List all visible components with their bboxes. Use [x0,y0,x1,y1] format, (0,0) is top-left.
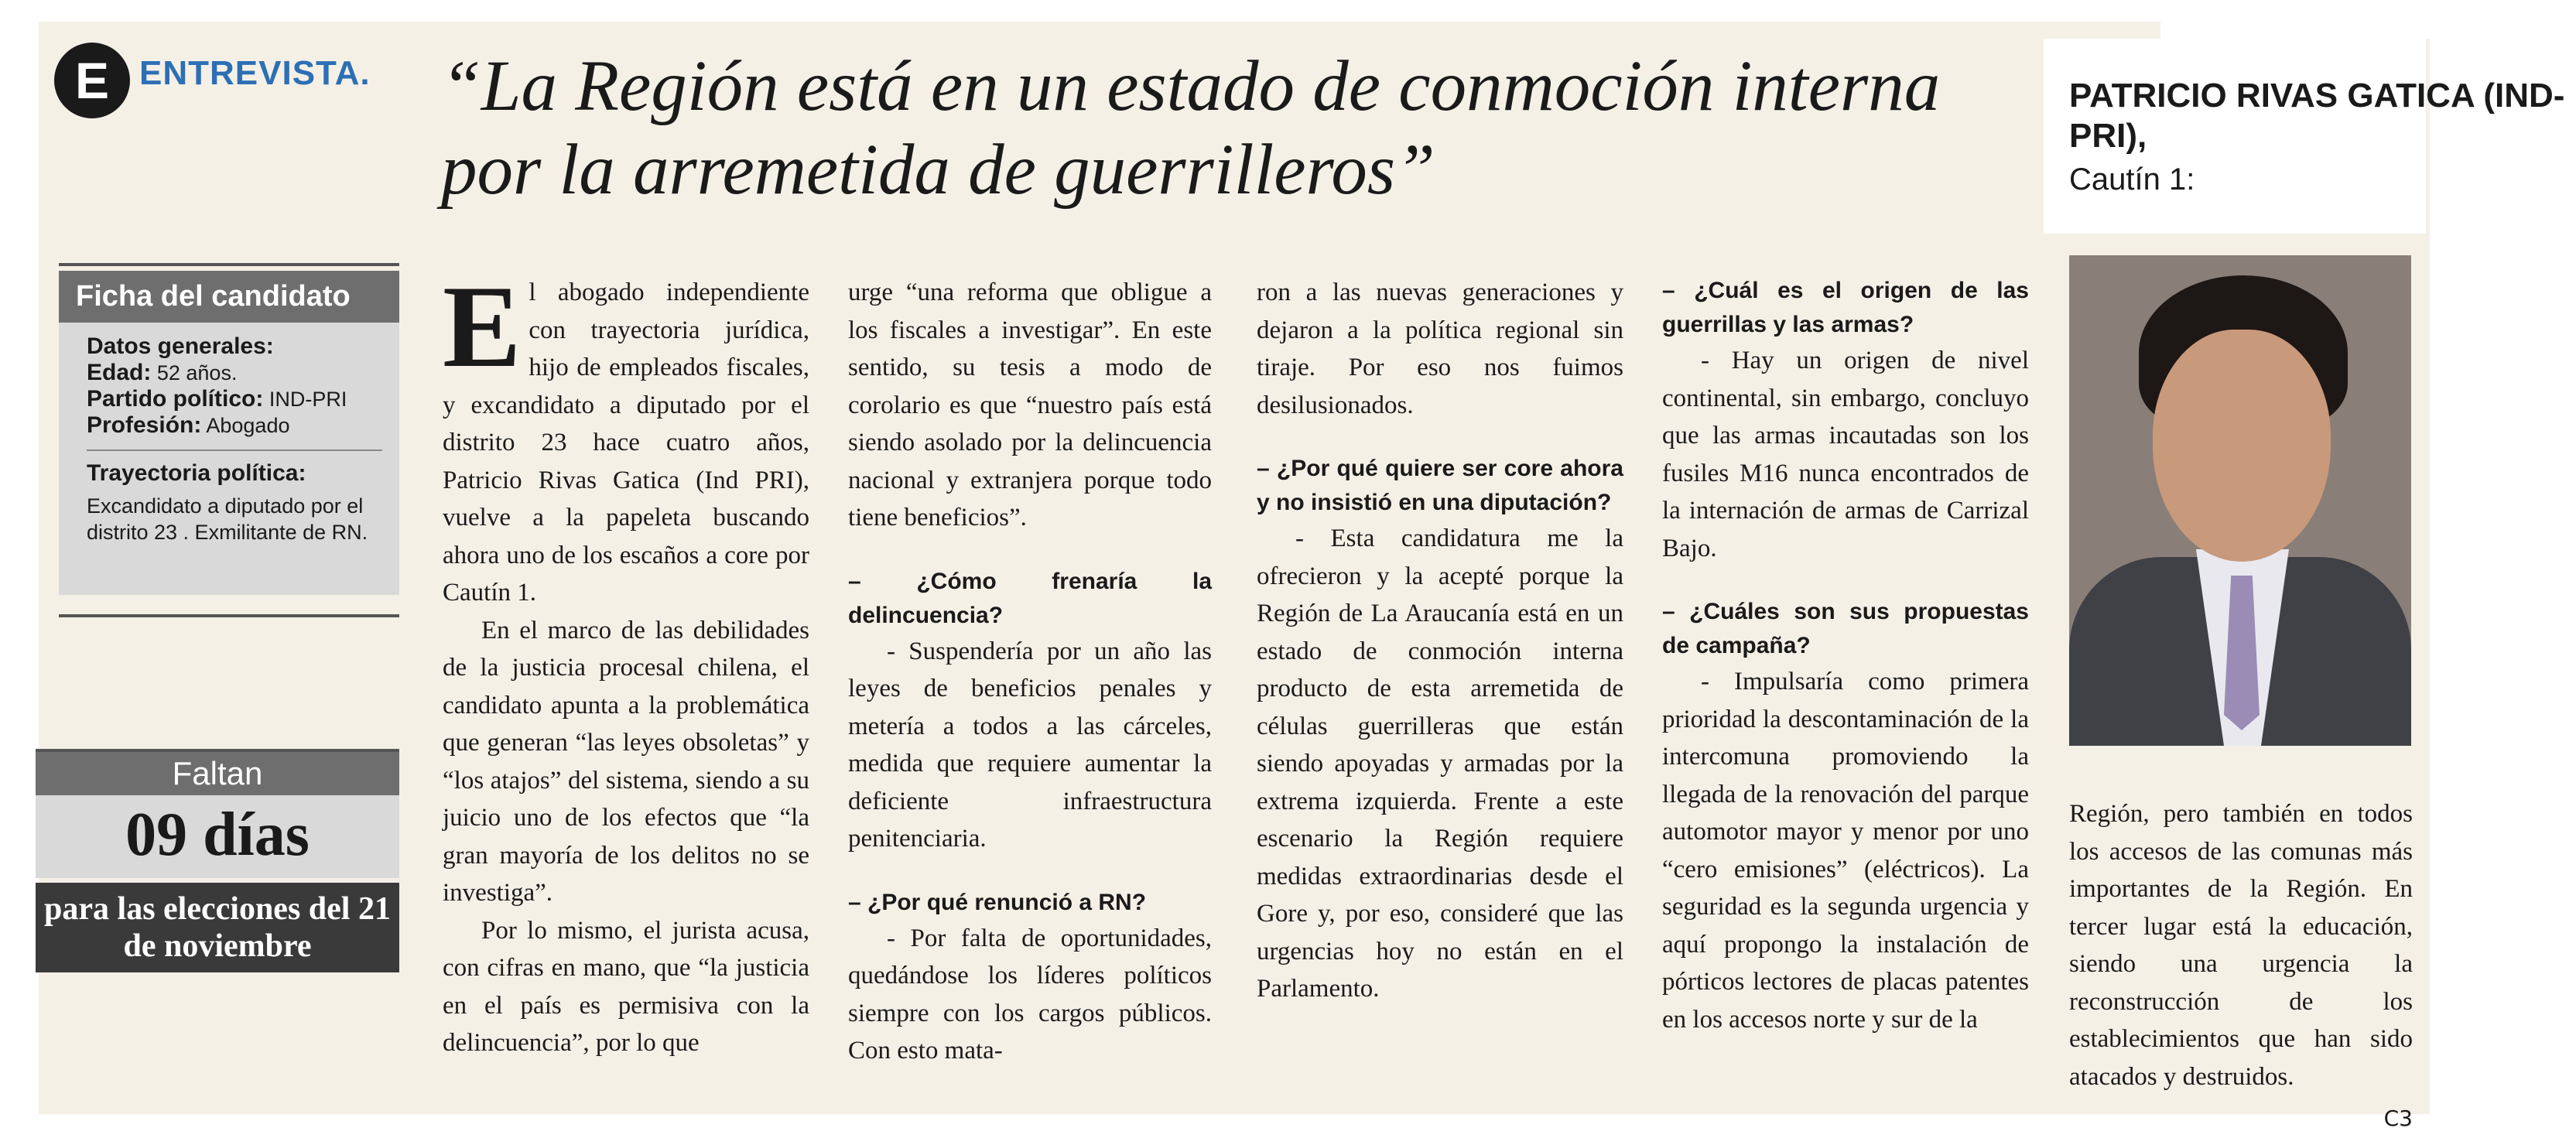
factsheet-divider [87,449,382,451]
paragraph: ron a las nuevas generaciones y dejaron a la política regional sin tiraje. Por eso nos fuimos desilusionados. [1257,279,1623,419]
general-label: Datos generales: [87,333,274,359]
countdown-days: 09 días [36,795,399,878]
age-label: Edad: [87,360,152,385]
answer: - Hay un origen de nivel continental, sin embargo, concluyo que las armas incautadas son los fusiles M16 nunca encontrados de la internación de armas de Carrizal Bajo. [1662,347,2029,562]
party-value: IND-PRI [269,388,347,411]
section-label: ENTREVISTA. [139,54,371,92]
paragraph: urge “una reforma que obligue a los fiscales a investigar”. En este sentido, su tesis a modo de corolario es que “nuestro país está siendo asolado por la delincuencia nacional y extranjera porque todo tiene beneficios”. [848,279,1212,531]
countdown-caption: para las elecciones del 21 de noviembre [36,883,399,972]
candidate-district: Cautín 1: [2069,162,2195,197]
end-mark-icon: C3 [2383,1106,2413,1131]
profession-value: Abogado [206,414,290,437]
election-countdown [36,749,399,972]
candidate-name: PATRICIO RIVAS GATICA (IND-PRI), [2069,77,2565,155]
profession-label: Profesión: [87,412,202,438]
trajectory-label: Trayectoria política: [87,460,306,486]
factsheet-title: Ficha del candidato [59,271,399,323]
paragraph: En el marco de las debilidades de la justicia procesal chilena, el candidato apunta a la problemática que generan “las leyes obsoletas” y “los atajos” del sistema, siendo a su juicio uno de los efectos que “la gran mayoría de los delitos no se investiga”. [443,616,809,907]
question: – ¿Cuál es el origen de las guerrillas y las armas? [1662,278,2029,337]
article-column-4 [1662,274,2029,1038]
age-value: 52 años. [156,361,238,384]
paragraph: Por lo mismo, el jurista acusa, con cifras en mano, que “la justicia en el país es permisiva con la delincuencia”, por lo que [443,916,809,1057]
answer: - Por falta de oportunidades, quedándose los líderes políticos siempre con los cargos públicos. Con esto mata- [848,924,1212,1065]
article-column-2 [848,274,1212,1070]
countdown-label: Faltan [36,749,399,795]
candidate-photo [2069,255,2411,746]
factsheet-body [59,323,399,595]
photo-face [2153,330,2331,562]
article-column-3 [1257,274,1623,1008]
drop-cap: E [443,261,522,391]
headline: “La Región está en un estado de conmoción interna por la arremetida de guerrilleros” [441,46,1941,210]
party-label: Partido político: [87,386,264,412]
answer: - Impulsaría como primera prioridad la descontaminación de la intercomuna promoviendo la llegada de la renovación del parque automotor mayor y menor por uno “cero emisiones” (eléctricos). La seguridad es la segunda urgencia y aquí propongo la instalación de pórticos lectores de placas patentes en los accesos norte y sur de la [1662,668,2029,1034]
article-column-5 [2069,795,2413,1138]
question: – ¿Por qué quiere ser core ahora y no insistió en una diputación? [1257,456,1623,515]
trajectory-value: Excandidato a diputado por el distrito 23 . Exmilitante de RN. [87,494,368,544]
question: – ¿Cómo frenaría la delincuencia? [848,568,1212,628]
section-badge: E [54,43,130,118]
paragraph: l abogado independiente con trayectoria jurídica, hijo de empleados fiscales, y excandidato a diputado por el distrito 23 hace cuatro años, Patricio Rivas Gatica (Ind PRI), vuelve a la papeleta buscando ahora uno de los escaños a core por Cautín 1. [443,279,809,607]
answer: - Suspendería por un año las leyes de beneficios penales y metería a todos a las cárceles, medida que requiere aumentar la deficiente infraestructura penitenciaria. [848,637,1212,853]
question: – ¿Cuáles son sus propuestas de campaña? [1662,599,2029,658]
candidate-factsheet [59,263,399,617]
answer: - Esta candidatura me la ofrecieron y la acepté porque la Región de La Araucanía está en un estado de conmoción interna producto de esta arremetida de células guerrilleras que están siendo apoyadas y armadas por la extrema izquierda. Frente a este escenario la Región requiere medidas extraordinarias desde el Gore y, por eso, consideré que las urgencias hoy no están en el Parlamento. [1257,525,1623,1003]
article-column-1 [443,261,809,1062]
paragraph: Región, pero también en todos los accesos de las comunas más importantes de la Región. En tercer lugar está la educación, siendo una urgencia la reconstrucción de los establecimientos que han sido atacados y destruidos. [2069,800,2413,1091]
question: – ¿Por qué renunció a RN? [848,889,1147,915]
